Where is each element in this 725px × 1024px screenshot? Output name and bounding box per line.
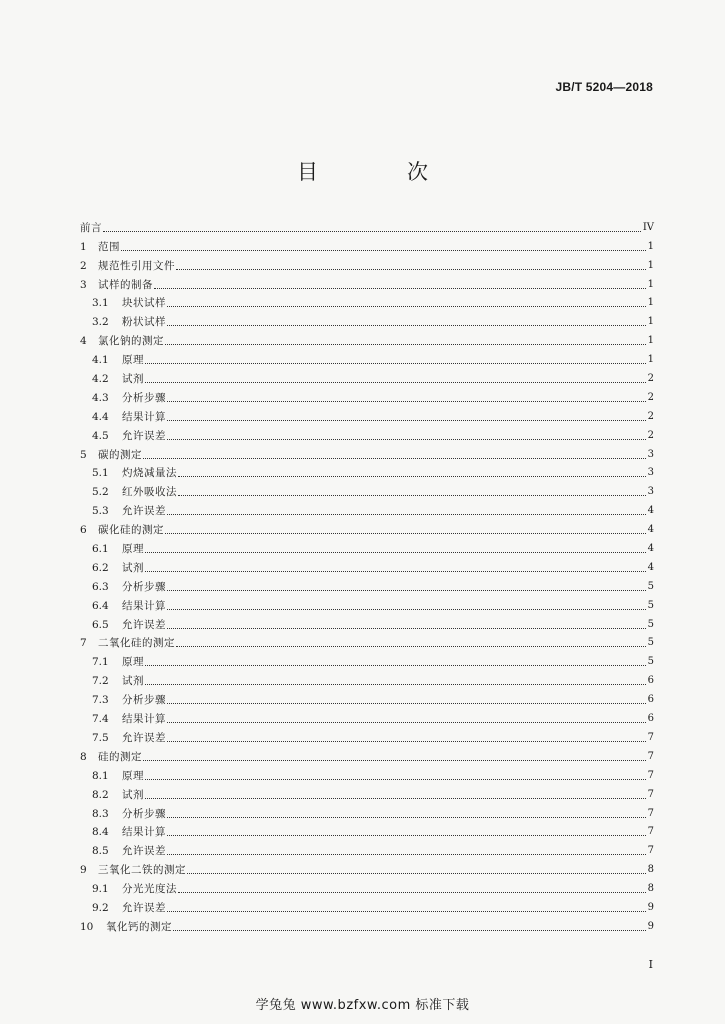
- dot-leader: [145, 683, 646, 685]
- toc-entry-page: 4: [647, 505, 654, 517]
- toc-entry-number: 1: [80, 240, 87, 253]
- toc-entry-label: 分析步骤: [122, 694, 166, 707]
- toc-entry-number: 8.5: [92, 845, 109, 858]
- toc-entry-number: 9: [80, 864, 87, 877]
- toc-entry[interactable]: [80, 292, 654, 311]
- toc-entry[interactable]: [80, 367, 654, 386]
- standard-code: JB/T 5204—2018: [555, 80, 653, 94]
- toc-entry-label: 硅的测定: [98, 750, 142, 763]
- toc-entry-page: 7: [647, 788, 654, 800]
- toc-entry-page: 8: [647, 864, 654, 876]
- toc-entry[interactable]: [80, 329, 654, 348]
- toc-entry-page: 4: [647, 543, 654, 555]
- dot-leader: [145, 664, 646, 666]
- dot-leader: [167, 834, 646, 836]
- dot-leader: [167, 816, 646, 818]
- toc-entry-number: 10: [80, 920, 94, 933]
- toc-entry[interactable]: [80, 480, 654, 499]
- toc-entry[interactable]: [80, 348, 654, 367]
- toc-entry-number: 4.2: [92, 373, 109, 386]
- toc-entry-page: 7: [647, 826, 654, 838]
- toc-entry-label: 碳的测定: [98, 448, 142, 461]
- toc-entry-page: 1: [647, 278, 654, 290]
- toc-entry-label: 结果计算: [122, 410, 166, 423]
- toc-entry[interactable]: [80, 915, 654, 934]
- toc-entry[interactable]: [80, 613, 654, 632]
- toc-entry-page: 4: [647, 524, 654, 536]
- toc-entry[interactable]: [80, 839, 654, 858]
- dot-leader: [143, 759, 646, 761]
- toc-entry-number: 4.4: [92, 410, 109, 423]
- toc-entry[interactable]: [80, 821, 654, 840]
- toc-entry-page: 9: [647, 920, 654, 932]
- dot-leader: [121, 249, 646, 251]
- toc-entry-label: 分光光度法: [122, 883, 177, 896]
- toc-entry-number: 7: [80, 637, 87, 650]
- toc-entry[interactable]: [80, 650, 654, 669]
- toc-entry[interactable]: [80, 273, 654, 292]
- dot-leader: [167, 305, 646, 307]
- toc-entry-number: 9.2: [92, 901, 109, 914]
- dot-leader: [178, 494, 646, 496]
- toc-entry-number: 7.1: [92, 656, 109, 669]
- toc-entry-label: 灼烧减量法: [122, 467, 177, 480]
- toc-entry-label: 试剂: [122, 373, 144, 386]
- toc-entry-page: 2: [647, 429, 654, 441]
- dot-leader: [145, 381, 646, 383]
- toc-entry[interactable]: [80, 254, 654, 273]
- toc-entry-page: 3: [647, 448, 654, 460]
- toc-entry-number: 9.1: [92, 883, 109, 896]
- table-of-contents: [80, 216, 654, 934]
- toc-entry-label: 允许误差: [122, 901, 166, 914]
- toc-entry-label: 原理: [122, 769, 144, 782]
- dot-leader: [167, 589, 646, 591]
- dot-leader: [145, 551, 646, 553]
- toc-entry-page: 2: [647, 410, 654, 422]
- toc-entry-number: 4: [80, 335, 87, 348]
- dot-leader: [178, 891, 646, 893]
- dot-leader: [167, 513, 646, 515]
- dot-leader: [167, 702, 646, 704]
- toc-entry[interactable]: [80, 235, 654, 254]
- toc-entry-page: 5: [647, 599, 654, 611]
- toc-entry[interactable]: [80, 802, 654, 821]
- toc-entry-page: 5: [647, 580, 654, 592]
- dot-leader: [167, 419, 646, 421]
- toc-entry-page: 7: [647, 750, 654, 762]
- dot-leader: [165, 532, 646, 534]
- toc-entry-label: 允许误差: [122, 845, 166, 858]
- toc-entry-number: 8.3: [92, 807, 109, 820]
- toc-entry-label: 试剂: [122, 675, 144, 688]
- dot-leader: [167, 608, 646, 610]
- toc-entry-label: 粉状试样: [122, 316, 166, 329]
- toc-entry-label: 允许误差: [122, 429, 166, 442]
- toc-entry-page: 6: [647, 713, 654, 725]
- toc-entry[interactable]: [80, 537, 654, 556]
- toc-entry[interactable]: [80, 632, 654, 651]
- toc-entry-page: 7: [647, 769, 654, 781]
- dot-leader: [176, 645, 646, 647]
- toc-entry-label: 允许误差: [122, 505, 166, 518]
- dot-leader: [145, 797, 646, 799]
- toc-entry-label: 结果计算: [122, 599, 166, 612]
- toc-entry-page: 1: [647, 240, 654, 252]
- dot-leader: [167, 853, 646, 855]
- toc-entry-number: 6.1: [92, 543, 109, 556]
- toc-entry-number: 7.4: [92, 713, 109, 726]
- toc-entry-label: 分析步骤: [122, 580, 166, 593]
- toc-entry[interactable]: [80, 443, 654, 462]
- toc-entry-label: 原理: [122, 656, 144, 669]
- page-number: I: [648, 958, 653, 971]
- dot-leader: [167, 740, 646, 742]
- toc-entry-page: 1: [647, 316, 654, 328]
- toc-entry-label: 块状试样: [122, 297, 166, 310]
- toc-entry-number: 8: [80, 750, 87, 763]
- dot-leader: [145, 570, 646, 572]
- dot-leader: [167, 438, 646, 440]
- dot-leader: [187, 872, 646, 874]
- dot-leader: [173, 929, 646, 931]
- toc-entry[interactable]: [80, 726, 654, 745]
- toc-entry[interactable]: [80, 669, 654, 688]
- toc-entry-label: 原理: [122, 543, 144, 556]
- toc-entry-page: IV: [642, 221, 654, 233]
- toc-entry-label: 原理: [122, 354, 144, 367]
- toc-entry-label: 允许误差: [122, 731, 166, 744]
- toc-entry-number: 4.3: [92, 391, 109, 404]
- toc-entry-label: 结果计算: [122, 826, 166, 839]
- toc-entry[interactable]: [80, 424, 654, 443]
- toc-entry-label: 氯化钠的测定: [98, 335, 164, 348]
- toc-entry-number: 8.1: [92, 769, 109, 782]
- toc-entry-label: 范围: [98, 240, 120, 253]
- toc-entry-number: 4.5: [92, 429, 109, 442]
- toc-entry-label: 碳化硅的测定: [98, 524, 164, 537]
- toc-entry-label: 前言: [80, 221, 102, 234]
- toc-entry[interactable]: [80, 745, 654, 764]
- toc-entry-number: 6.2: [92, 561, 109, 574]
- dot-leader: [103, 230, 641, 232]
- dot-leader: [167, 627, 646, 629]
- toc-entry-page: 9: [647, 901, 654, 913]
- toc-entry-page: 1: [647, 335, 654, 347]
- toc-entry-page: 5: [647, 618, 654, 630]
- toc-entry-number: 6.4: [92, 599, 109, 612]
- toc-entry-label: 三氧化二铁的测定: [98, 864, 186, 877]
- toc-entry-page: 3: [647, 467, 654, 479]
- toc-entry[interactable]: [80, 216, 654, 235]
- toc-entry-page: 1: [647, 297, 654, 309]
- toc-entry[interactable]: [80, 556, 654, 575]
- toc-entry-page: 7: [647, 807, 654, 819]
- toc-entry-number: 3.1: [92, 297, 109, 310]
- toc-entry[interactable]: [80, 386, 654, 405]
- dot-leader: [145, 362, 646, 364]
- toc-entry-label: 试样的制备: [98, 278, 153, 291]
- toc-entry-label: 结果计算: [122, 713, 166, 726]
- dot-leader: [167, 721, 646, 723]
- footer-watermark: 学兔兔 www.bzfxw.com 标准下载: [255, 998, 470, 1013]
- toc-entry-label: 红外吸收法: [122, 486, 177, 499]
- toc-entry-number: 5.2: [92, 486, 109, 499]
- toc-entry-page: 1: [647, 354, 654, 366]
- toc-entry-label: 二氧化硅的测定: [98, 637, 175, 650]
- toc-entry-page: 5: [647, 656, 654, 668]
- dot-leader: [165, 343, 646, 345]
- toc-entry-label: 试剂: [122, 561, 144, 574]
- toc-entry-number: 6: [80, 524, 87, 537]
- toc-entry-page: 7: [647, 845, 654, 857]
- toc-entry-number: 6.5: [92, 618, 109, 631]
- toc-entry-number: 8.2: [92, 788, 109, 801]
- dot-leader: [167, 400, 646, 402]
- toc-entry[interactable]: [80, 518, 654, 537]
- toc-entry[interactable]: [80, 764, 654, 783]
- toc-entry-number: 7.2: [92, 675, 109, 688]
- toc-entry-page: 8: [647, 883, 654, 895]
- toc-entry-page: 7: [647, 731, 654, 743]
- toc-entry-page: 2: [647, 373, 654, 385]
- toc-entry-number: 8.4: [92, 826, 109, 839]
- toc-entry[interactable]: [80, 896, 654, 915]
- toc-entry-label: 试剂: [122, 788, 144, 801]
- toc-entry-page: 6: [647, 694, 654, 706]
- toc-entry-number: 4.1: [92, 354, 109, 367]
- toc-entry[interactable]: [80, 707, 654, 726]
- toc-entry[interactable]: [80, 877, 654, 896]
- toc-entry-number: 3: [80, 278, 87, 291]
- toc-entry[interactable]: [80, 688, 654, 707]
- toc-entry-label: 规范性引用文件: [98, 259, 175, 272]
- toc-entry[interactable]: [80, 405, 654, 424]
- toc-entry[interactable]: [80, 499, 654, 518]
- toc-entry-number: 5.1: [92, 467, 109, 480]
- toc-entry-label: 氧化钙的测定: [106, 920, 172, 933]
- toc-entry[interactable]: [80, 783, 654, 802]
- toc-entry-page: 3: [647, 486, 654, 498]
- toc-entry-label: 分析步骤: [122, 391, 166, 404]
- toc-entry-page: 4: [647, 561, 654, 573]
- toc-entry[interactable]: [80, 858, 654, 877]
- toc-entry-number: 7.3: [92, 694, 109, 707]
- toc-entry-label: 允许误差: [122, 618, 166, 631]
- dot-leader: [145, 778, 646, 780]
- toc-entry[interactable]: [80, 462, 654, 481]
- toc-entry-number: 7.5: [92, 731, 109, 744]
- toc-entry-page: 6: [647, 675, 654, 687]
- dot-leader: [167, 324, 646, 326]
- dot-leader: [143, 457, 646, 459]
- toc-entry-page: 1: [647, 259, 654, 271]
- toc-entry-number: 2: [80, 259, 87, 272]
- dot-leader: [167, 910, 646, 912]
- toc-entry-number: 5: [80, 448, 87, 461]
- toc-entry[interactable]: [80, 575, 654, 594]
- page-title: 目 次: [297, 160, 462, 184]
- toc-entry-page: 5: [647, 637, 654, 649]
- dot-leader: [154, 287, 646, 289]
- toc-entry[interactable]: [80, 310, 654, 329]
- toc-entry-number: 3.2: [92, 316, 109, 329]
- toc-entry[interactable]: [80, 594, 654, 613]
- dot-leader: [178, 475, 646, 477]
- dot-leader: [176, 268, 646, 270]
- toc-entry-number: 6.3: [92, 580, 109, 593]
- toc-entry-number: 5.3: [92, 505, 109, 518]
- toc-entry-label: 分析步骤: [122, 807, 166, 820]
- toc-entry-page: 2: [647, 391, 654, 403]
